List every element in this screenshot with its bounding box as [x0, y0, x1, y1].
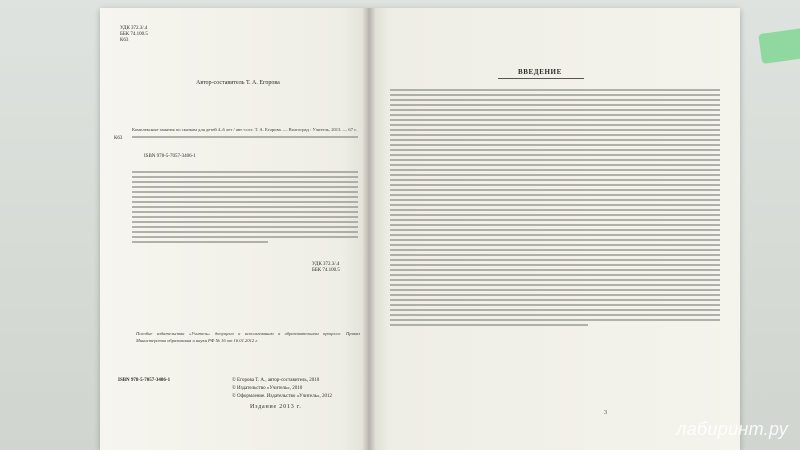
catalog-k: К63 — [114, 136, 123, 141]
udc-code-2: УДК 372.3/.4 — [312, 262, 340, 267]
catalog-entry-text: Комплексные занятия по сказкам для детей 4–6 лет / авт.-сост. Т. А. Егорова. — Волгоград : Учитель, 2013. — 67 с. — [132, 127, 358, 132]
isbn-bottom: ISBN 978-5-7057-3406-1 — [118, 378, 171, 383]
heading-underline — [498, 78, 584, 79]
bbk-code: ББК 74.100.5 — [120, 32, 148, 37]
copyright-line-1: © Егорова Т. А., автор-составитель, 2010 — [232, 378, 320, 383]
k-code: К63 — [120, 38, 129, 43]
compiler-line: Автор-составитель Т. А. Егорова — [196, 80, 280, 86]
introduction-heading: ВВЕДЕНИЕ — [518, 68, 562, 76]
catalog-entry — [132, 126, 358, 140]
copyright-line-2: © Издательство «Учитель», 2010 — [232, 386, 303, 391]
watermark: лабиринт.ру — [676, 419, 788, 439]
approval-note — [136, 330, 360, 344]
annotation-paragraph — [132, 168, 358, 245]
udc-code: УДК 372.3/.4 — [120, 26, 148, 31]
page-number: 3 — [604, 410, 607, 416]
left-page — [100, 8, 368, 450]
open-book — [100, 8, 740, 450]
introduction-body — [390, 86, 720, 328]
approval-note-text: Пособие издательства «Учитель» допущено к использованию в образовательном процессе. Приказ Министерства образования и науки РФ № 16 от 16.01.2012 г. — [136, 331, 360, 344]
bbk-code-2: ББК 74.100.5 — [312, 268, 340, 273]
copyright-line-3: © Оформление. Издательство «Учитель», 2012 — [232, 394, 332, 399]
book-gutter — [362, 8, 376, 450]
catalog-isbn: ISBN 978-5-7057-3406-1 — [144, 154, 196, 159]
right-page — [368, 8, 740, 450]
edition-line: Издание 2013 г. — [250, 404, 302, 410]
